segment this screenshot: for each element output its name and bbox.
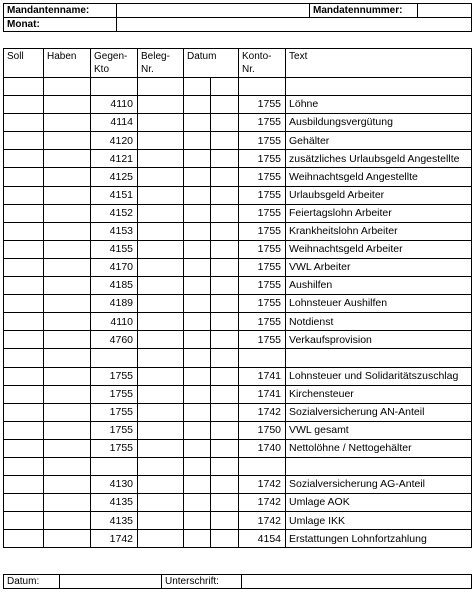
- text-cell: zusätzliches Urlaubsgeld Angestellte: [286, 150, 472, 168]
- datum-cell-day[interactable]: [184, 168, 211, 186]
- haben-cell[interactable]: [44, 385, 91, 403]
- text-cell: Feiertagslohn Arbeiter: [286, 204, 472, 222]
- gegenkto-cell[interactable]: 1755: [91, 367, 138, 385]
- table-row: [4, 168, 472, 186]
- text-cell: Lohnsteuer und Solidaritätszuschlag: [286, 367, 472, 385]
- table-row: [4, 349, 472, 367]
- datum-cell-month[interactable]: [211, 277, 239, 295]
- datum-cell-day[interactable]: [184, 240, 211, 258]
- soll-cell[interactable]: [4, 403, 44, 421]
- belegnr-cell[interactable]: [138, 530, 184, 548]
- kontonr-cell[interactable]: 1755: [239, 186, 286, 204]
- client-name-field[interactable]: [117, 4, 310, 18]
- datum-cell-month[interactable]: [211, 530, 239, 548]
- belegnr-cell[interactable]: [138, 421, 184, 439]
- datum-cell-day[interactable]: [184, 295, 211, 313]
- haben-cell[interactable]: [44, 132, 91, 150]
- datum-cell-day[interactable]: [184, 150, 211, 168]
- datum-cell-day[interactable]: [184, 204, 211, 222]
- gegenkto-cell[interactable]: 4114: [91, 114, 138, 132]
- datum-cell-month[interactable]: [211, 494, 239, 512]
- gegenkto-cell[interactable]: 1742: [91, 530, 138, 548]
- text-cell: Löhne: [286, 96, 472, 114]
- belegnr-cell[interactable]: [138, 204, 184, 222]
- col-header-belegnr: Beleg- Nr.: [138, 49, 184, 78]
- client-name-label: Mandantenname:: [4, 4, 117, 18]
- datum-cell-month[interactable]: [211, 114, 239, 132]
- soll-cell[interactable]: [4, 367, 44, 385]
- col-header-soll: Soll: [4, 49, 44, 78]
- datum-cell-day[interactable]: [184, 476, 211, 494]
- header-row-client: [4, 4, 472, 18]
- datum-cell-day[interactable]: [184, 530, 211, 548]
- text-cell: Umlage AOK: [286, 494, 472, 512]
- table-row: [4, 512, 472, 530]
- haben-cell[interactable]: [44, 494, 91, 512]
- datum-cell-month[interactable]: [211, 258, 239, 276]
- haben-cell[interactable]: [44, 403, 91, 421]
- belegnr-cell[interactable]: [138, 457, 184, 475]
- gegenkto-cell[interactable]: [91, 457, 138, 475]
- datum-cell-day[interactable]: [184, 258, 211, 276]
- text-cell: Sozialversicherung AN-Anteil: [286, 403, 472, 421]
- soll-cell[interactable]: [4, 349, 44, 367]
- datum-cell-day[interactable]: [184, 439, 211, 457]
- kontonr-cell[interactable]: 1741: [239, 385, 286, 403]
- text-cell: Kirchensteuer: [286, 385, 472, 403]
- haben-cell[interactable]: [44, 439, 91, 457]
- gegenkto-cell[interactable]: 4189: [91, 295, 138, 313]
- table-row: [4, 204, 472, 222]
- gegenkto-cell[interactable]: 1755: [91, 421, 138, 439]
- kontonr-cell[interactable]: 1755: [239, 204, 286, 222]
- belegnr-cell[interactable]: [138, 349, 184, 367]
- soll-cell[interactable]: [4, 240, 44, 258]
- haben-cell[interactable]: [44, 331, 91, 349]
- datum-cell-day[interactable]: [184, 96, 211, 114]
- soll-cell[interactable]: [4, 295, 44, 313]
- table-row: [4, 385, 472, 403]
- haben-cell[interactable]: [44, 530, 91, 548]
- gegenkto-cell[interactable]: 1755: [91, 439, 138, 457]
- date-label: Datum:: [4, 575, 60, 589]
- haben-cell[interactable]: [44, 512, 91, 530]
- soll-cell[interactable]: [4, 530, 44, 548]
- table-row: [4, 367, 472, 385]
- text-cell: Umlage IKK: [286, 512, 472, 530]
- datum-cell-day[interactable]: [184, 385, 211, 403]
- text-cell: Urlaubsgeld Arbeiter: [286, 186, 472, 204]
- gegenkto-cell[interactable]: 4155: [91, 240, 138, 258]
- gegenkto-cell[interactable]: 4152: [91, 204, 138, 222]
- belegnr-cell[interactable]: [138, 512, 184, 530]
- belegnr-cell[interactable]: [138, 132, 184, 150]
- haben-cell[interactable]: [44, 222, 91, 240]
- col-header-kontonr: Konto- Nr.: [239, 49, 286, 78]
- table-row: [4, 277, 472, 295]
- belegnr-cell[interactable]: [138, 385, 184, 403]
- haben-cell[interactable]: [44, 349, 91, 367]
- soll-cell[interactable]: [4, 277, 44, 295]
- table-row: [4, 96, 472, 114]
- header-table: [3, 3, 472, 32]
- col-header-haben: Haben: [44, 49, 91, 78]
- booking-table: [3, 48, 472, 548]
- datum-cell-month[interactable]: [211, 313, 239, 331]
- belegnr-cell[interactable]: [138, 277, 184, 295]
- datum-cell-month[interactable]: [211, 186, 239, 204]
- belegnr-cell[interactable]: [138, 367, 184, 385]
- kontonr-cell[interactable]: [239, 457, 286, 475]
- kontonr-cell[interactable]: 1755: [239, 331, 286, 349]
- datum-cell-month[interactable]: [211, 204, 239, 222]
- belegnr-cell[interactable]: [138, 331, 184, 349]
- text-cell: Notdienst: [286, 313, 472, 331]
- belegnr-cell[interactable]: [138, 403, 184, 421]
- gegenkto-cell[interactable]: 4120: [91, 132, 138, 150]
- soll-cell[interactable]: [4, 512, 44, 530]
- client-number-label: Mandatennummer:: [310, 4, 418, 18]
- soll-cell[interactable]: [4, 150, 44, 168]
- datum-cell-day[interactable]: [184, 367, 211, 385]
- gegenkto-cell[interactable]: 4760: [91, 331, 138, 349]
- gegenkto-cell[interactable]: 4110: [91, 96, 138, 114]
- kontonr-cell[interactable]: 1740: [239, 439, 286, 457]
- client-number-field[interactable]: [418, 4, 472, 18]
- belegnr-cell[interactable]: [138, 78, 184, 96]
- gegenkto-cell[interactable]: 1755: [91, 385, 138, 403]
- table-row: [4, 530, 472, 548]
- belegnr-cell[interactable]: [138, 439, 184, 457]
- soll-cell[interactable]: [4, 313, 44, 331]
- haben-cell[interactable]: [44, 78, 91, 96]
- haben-cell[interactable]: [44, 96, 91, 114]
- text-cell: VWL gesamt: [286, 421, 472, 439]
- table-row: [4, 331, 472, 349]
- haben-cell[interactable]: [44, 150, 91, 168]
- soll-cell[interactable]: [4, 114, 44, 132]
- text-cell: Lohnsteuer Aushilfen: [286, 295, 472, 313]
- soll-cell[interactable]: [4, 132, 44, 150]
- datum-cell-month[interactable]: [211, 240, 239, 258]
- belegnr-cell[interactable]: [138, 168, 184, 186]
- soll-cell[interactable]: [4, 385, 44, 403]
- table-row: [4, 240, 472, 258]
- belegnr-cell[interactable]: [138, 313, 184, 331]
- text-cell: VWL Arbeiter: [286, 258, 472, 276]
- gegenkto-cell[interactable]: 4170: [91, 258, 138, 276]
- soll-cell[interactable]: [4, 331, 44, 349]
- kontonr-cell[interactable]: 1755: [239, 277, 286, 295]
- belegnr-cell[interactable]: [138, 295, 184, 313]
- table-row: [4, 258, 472, 276]
- soll-cell[interactable]: [4, 258, 44, 276]
- text-cell: Erstattungen Lohnfortzahlung: [286, 530, 472, 548]
- gegenkto-cell[interactable]: [91, 78, 138, 96]
- text-cell: Krankheitslohn Arbeiter: [286, 222, 472, 240]
- datum-cell-day[interactable]: [184, 331, 211, 349]
- text-cell: Weihnachtsgeld Arbeiter: [286, 240, 472, 258]
- kontonr-cell[interactable]: 4154: [239, 530, 286, 548]
- kontonr-cell[interactable]: 1755: [239, 240, 286, 258]
- datum-cell-day[interactable]: [184, 132, 211, 150]
- haben-cell[interactable]: [44, 114, 91, 132]
- soll-cell[interactable]: [4, 457, 44, 475]
- footer-row: [4, 575, 472, 589]
- datum-cell-month[interactable]: [211, 349, 239, 367]
- header-row-month: [4, 18, 472, 32]
- kontonr-cell[interactable]: [239, 78, 286, 96]
- table-row: [4, 313, 472, 331]
- datum-cell-month[interactable]: [211, 222, 239, 240]
- kontonr-cell[interactable]: 1742: [239, 476, 286, 494]
- belegnr-cell[interactable]: [138, 96, 184, 114]
- table-row: [4, 78, 472, 96]
- kontonr-cell[interactable]: 1741: [239, 367, 286, 385]
- datum-cell-day[interactable]: [184, 349, 211, 367]
- datum-cell-day[interactable]: [184, 457, 211, 475]
- belegnr-cell[interactable]: [138, 258, 184, 276]
- soll-cell[interactable]: [4, 168, 44, 186]
- gegenkto-cell[interactable]: 4135: [91, 512, 138, 530]
- soll-cell[interactable]: [4, 439, 44, 457]
- table-row: [4, 421, 472, 439]
- datum-cell-day[interactable]: [184, 114, 211, 132]
- haben-cell[interactable]: [44, 313, 91, 331]
- signature-label: Unterschrift:: [162, 575, 242, 589]
- table-row: [4, 439, 472, 457]
- datum-cell-month[interactable]: [211, 331, 239, 349]
- datum-cell-day[interactable]: [184, 186, 211, 204]
- kontonr-cell[interactable]: 1755: [239, 295, 286, 313]
- datum-cell-month[interactable]: [211, 78, 239, 96]
- datum-cell-month[interactable]: [211, 512, 239, 530]
- datum-cell-day[interactable]: [184, 421, 211, 439]
- kontonr-cell[interactable]: 1742: [239, 403, 286, 421]
- haben-cell[interactable]: [44, 258, 91, 276]
- gegenkto-cell[interactable]: 4185: [91, 277, 138, 295]
- kontonr-cell[interactable]: 1755: [239, 313, 286, 331]
- haben-cell[interactable]: [44, 168, 91, 186]
- haben-cell[interactable]: [44, 367, 91, 385]
- datum-cell-month[interactable]: [211, 168, 239, 186]
- datum-cell-day[interactable]: [184, 494, 211, 512]
- haben-cell[interactable]: [44, 476, 91, 494]
- text-cell: Aushilfen: [286, 277, 472, 295]
- text-cell: [286, 457, 472, 475]
- gegenkto-cell[interactable]: 4125: [91, 168, 138, 186]
- table-row: [4, 295, 472, 313]
- haben-cell[interactable]: [44, 240, 91, 258]
- gegenkto-cell[interactable]: [91, 349, 138, 367]
- gegenkto-cell[interactable]: 4110: [91, 313, 138, 331]
- soll-cell[interactable]: [4, 421, 44, 439]
- kontonr-cell[interactable]: 1742: [239, 494, 286, 512]
- text-cell: Nettolöhne / Nettogehälter: [286, 439, 472, 457]
- soll-cell[interactable]: [4, 204, 44, 222]
- datum-cell-month[interactable]: [211, 476, 239, 494]
- gegenkto-cell[interactable]: 4121: [91, 150, 138, 168]
- datum-cell-month[interactable]: [211, 385, 239, 403]
- soll-cell[interactable]: [4, 222, 44, 240]
- datum-cell-month[interactable]: [211, 403, 239, 421]
- datum-cell-day[interactable]: [184, 512, 211, 530]
- text-cell: Ausbildungsvergütung: [286, 114, 472, 132]
- table-row: [4, 494, 472, 512]
- datum-cell-month[interactable]: [211, 150, 239, 168]
- soll-cell[interactable]: [4, 476, 44, 494]
- table-row: [4, 222, 472, 240]
- haben-cell[interactable]: [44, 295, 91, 313]
- belegnr-cell[interactable]: [138, 150, 184, 168]
- text-cell: Verkaufsprovision: [286, 331, 472, 349]
- datum-cell-month[interactable]: [211, 96, 239, 114]
- datum-cell-day[interactable]: [184, 313, 211, 331]
- gegenkto-cell[interactable]: 4153: [91, 222, 138, 240]
- kontonr-cell[interactable]: 1755: [239, 96, 286, 114]
- datum-cell-month[interactable]: [211, 367, 239, 385]
- kontonr-cell[interactable]: 1755: [239, 168, 286, 186]
- soll-cell[interactable]: [4, 96, 44, 114]
- haben-cell[interactable]: [44, 457, 91, 475]
- table-row: [4, 403, 472, 421]
- table-row: [4, 150, 472, 168]
- kontonr-cell[interactable]: 1755: [239, 114, 286, 132]
- haben-cell[interactable]: [44, 186, 91, 204]
- table-row: [4, 476, 472, 494]
- gegenkto-cell[interactable]: 4151: [91, 186, 138, 204]
- datum-cell-day[interactable]: [184, 403, 211, 421]
- gegenkto-cell[interactable]: 1755: [91, 403, 138, 421]
- belegnr-cell[interactable]: [138, 476, 184, 494]
- kontonr-cell[interactable]: [239, 349, 286, 367]
- text-cell: [286, 349, 472, 367]
- belegnr-cell[interactable]: [138, 240, 184, 258]
- col-header-gegenkto: Gegen- Kto: [91, 49, 138, 78]
- col-header-datum: Datum: [184, 49, 239, 78]
- datum-cell-month[interactable]: [211, 132, 239, 150]
- belegnr-cell[interactable]: [138, 186, 184, 204]
- table-row: [4, 186, 472, 204]
- kontonr-cell[interactable]: 1755: [239, 258, 286, 276]
- datum-cell-month[interactable]: [211, 421, 239, 439]
- gegenkto-cell[interactable]: 4135: [91, 494, 138, 512]
- text-cell: Weihnachtsgeld Angestellte: [286, 168, 472, 186]
- datum-cell-day[interactable]: [184, 222, 211, 240]
- datum-cell-month[interactable]: [211, 457, 239, 475]
- belegnr-cell[interactable]: [138, 494, 184, 512]
- belegnr-cell[interactable]: [138, 222, 184, 240]
- datum-cell-month[interactable]: [211, 295, 239, 313]
- text-cell: [286, 78, 472, 96]
- datum-cell-day[interactable]: [184, 277, 211, 295]
- haben-cell[interactable]: [44, 421, 91, 439]
- haben-cell[interactable]: [44, 277, 91, 295]
- datum-cell-day[interactable]: [184, 78, 211, 96]
- month-field[interactable]: [117, 18, 472, 32]
- col-header-text: Text: [286, 49, 472, 78]
- text-cell: Sozialversicherung AG-Anteil: [286, 476, 472, 494]
- table-row: [4, 457, 472, 475]
- table-row: [4, 114, 472, 132]
- kontonr-cell[interactable]: 1755: [239, 222, 286, 240]
- table-row: [4, 132, 472, 150]
- belegnr-cell[interactable]: [138, 114, 184, 132]
- month-label: Monat:: [4, 18, 117, 32]
- text-cell: Gehälter: [286, 132, 472, 150]
- soll-cell[interactable]: [4, 186, 44, 204]
- haben-cell[interactable]: [44, 204, 91, 222]
- gegenkto-cell[interactable]: 4130: [91, 476, 138, 494]
- signature-field[interactable]: [242, 575, 472, 589]
- kontonr-cell[interactable]: 1755: [239, 150, 286, 168]
- soll-cell[interactable]: [4, 494, 44, 512]
- table-header-row: [4, 49, 472, 78]
- footer-table: [3, 574, 472, 589]
- kontonr-cell[interactable]: 1750: [239, 421, 286, 439]
- kontonr-cell[interactable]: 1742: [239, 512, 286, 530]
- datum-cell-month[interactable]: [211, 439, 239, 457]
- kontonr-cell[interactable]: 1755: [239, 132, 286, 150]
- date-field[interactable]: [60, 575, 162, 589]
- soll-cell[interactable]: [4, 78, 44, 96]
